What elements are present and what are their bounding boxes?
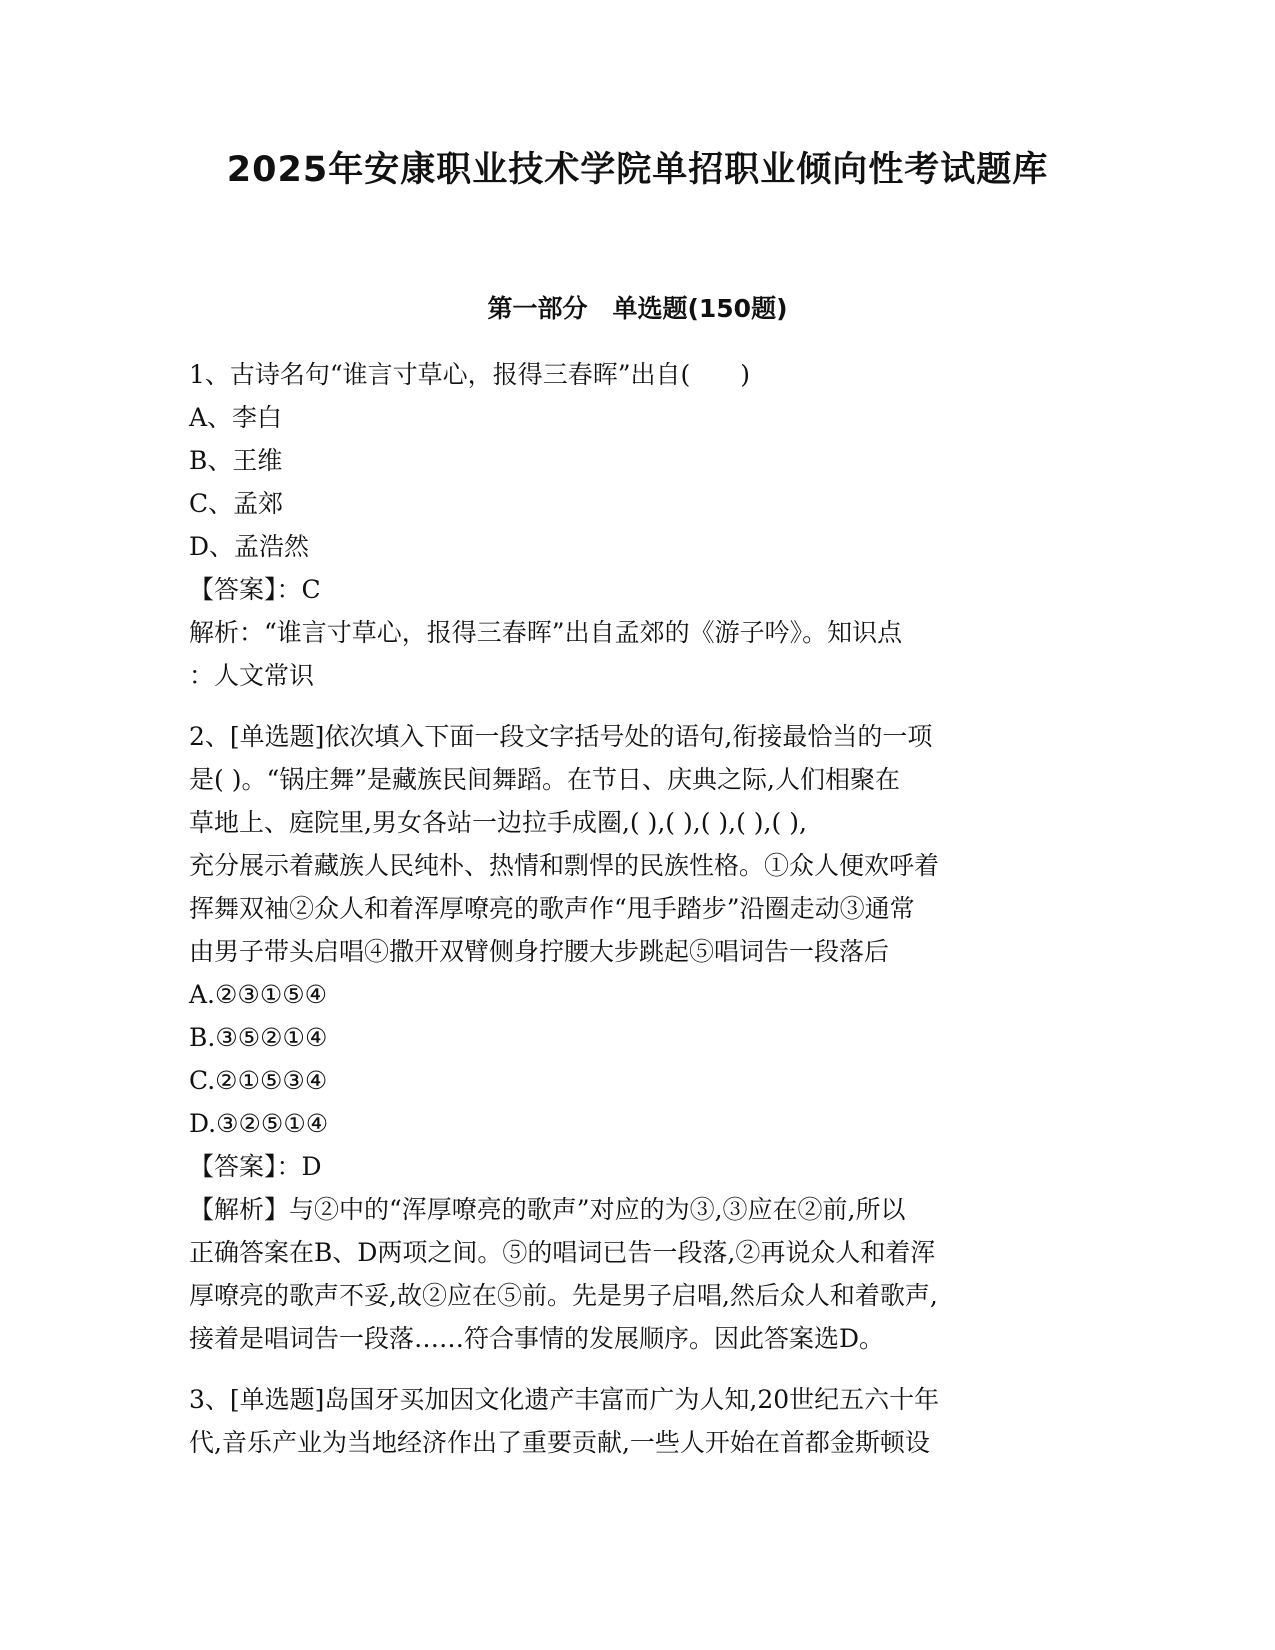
explanation-line: 解析：“谁言寸草心，报得三春晖”出自孟郊的《游子吟》。知识点 (189, 618, 903, 647)
question-3-stem-line: 3、[单选题]岛国牙买加因文化遗产丰富而广为人知,20世纪五六十年 (189, 1385, 940, 1414)
explanation-line: 厚嘹亮的歌声不妥,故②应在⑤前。先是男子启唱,然后众人和着歌声, (189, 1281, 938, 1310)
option-b: B.③⑤②①④ (189, 1023, 328, 1052)
question-2-stem-line: 草地上、庭院里,男女各站一边拉手成圈,( ),( ),( ),( ),( ), (189, 808, 807, 837)
question-spacer (189, 697, 1094, 715)
explanation-line: 正确答案在B、D两项之间。⑤的唱词已告一段落,②再说众人和着浑 (189, 1238, 936, 1267)
question-2-stem-line: 是( )。“锅庄舞”是藏族民间舞蹈。在节日、庆典之际,人们相聚在 (189, 765, 900, 794)
option-d: D.③②⑤①④ (189, 1109, 329, 1138)
option-c: C、孟郊 (189, 489, 284, 518)
question-2-stem-line: 2、[单选题]依次填入下面一段文字括号处的语句,衔接最恰当的一项 (189, 722, 933, 751)
answer: 【答案】：D (189, 1152, 322, 1181)
explanation-line: ：人文常识 (189, 661, 315, 690)
question-2-stem-line: 充分展示着藏族人民纯朴、热情和剽悍的民族性格。①众人便欢呼着 (189, 851, 940, 880)
answer: 【答案】：C (189, 575, 321, 604)
option-a: A、李白 (189, 403, 283, 432)
question-1-stem: 1、古诗名句“谁言寸草心，报得三春晖”出自( ) (189, 360, 750, 389)
question-spacer (189, 1360, 1094, 1378)
option-b: B、王维 (189, 446, 283, 475)
question-3-stem-line: 代,音乐产业为当地经济作出了重要贡献,一些人开始在首都金斯顿设 (189, 1428, 930, 1457)
question-2-stem-line: 由男子带头启唱④撒开双臂侧身拧腰大步跳起⑤唱词告一段落后 (189, 937, 890, 966)
option-d: D、孟浩然 (189, 532, 310, 561)
document-title: 2025年安康职业技术学院单招职业倾向性考试题库 (226, 150, 1049, 190)
option-c: C.②①⑤③④ (189, 1066, 328, 1095)
question-3 (189, 1378, 1094, 1464)
option-a: A.②③①⑤④ (189, 980, 328, 1009)
question-2-stem-line: 挥舞双袖②众人和着浑厚嘹亮的歌声作“甩手踏步”沿圈走动③通常 (189, 894, 915, 923)
question-1 (189, 353, 1094, 697)
explanation-line: 【解析】与②中的“浑厚嘹亮的歌声”对应的为③,③应在②前,所以 (189, 1195, 906, 1224)
section-heading: 第一部分 单选题(150题) (487, 294, 788, 323)
explanation-line: 接着是唱词告一段落……符合事情的发展顺序。因此答案选D。 (189, 1324, 885, 1353)
question-2 (189, 715, 1094, 1360)
question-list (189, 353, 1094, 1464)
